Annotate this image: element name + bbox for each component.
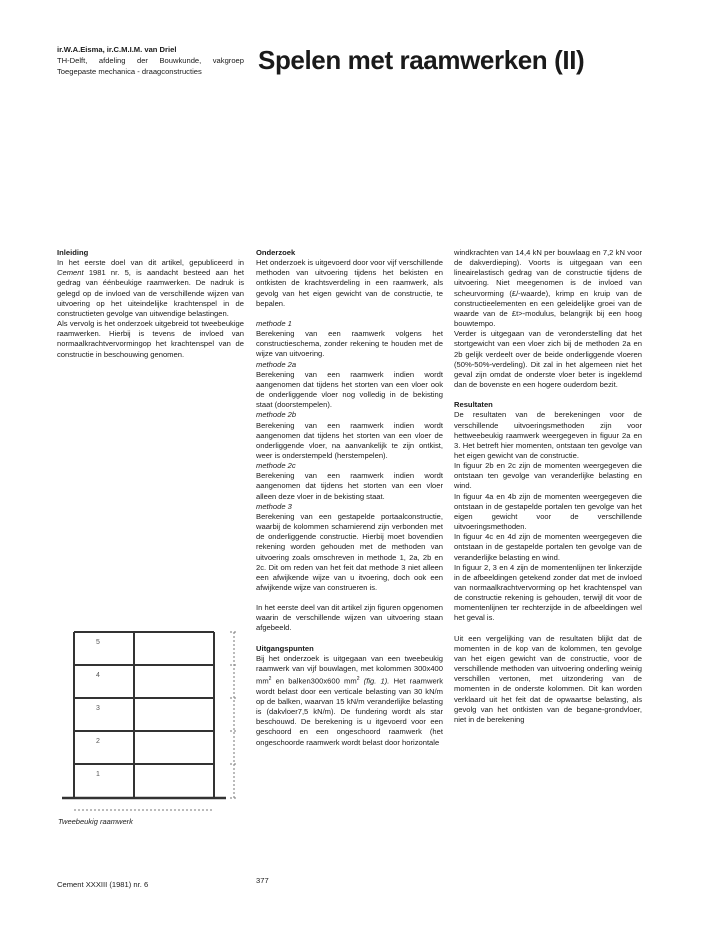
method-text: Berekening van een raamwerk indien wordt aangenomen dat tijdens het storten van een vloer de onderliggende vloer, na aanvankelijk te zijn ontkist, weer is onderstempeld (herstempelen). (256, 420, 443, 460)
method-text: Berekening van een raamwerk indien wordt aangenomen dat tijdens het storten van een vloer ook de onderliggende vloer nog volledig in de bekisting staat (doorstempelen). (256, 369, 443, 410)
method-label: methode 2b (256, 410, 297, 420)
heading-onderzoek: Onderzoek (256, 248, 296, 257)
paragraph-result: In figuur 4c en 4d zijn de momenten weergegeven die ontstaan in de gestapelde portalen ten gevolge van de veranderlijke belasting en wind. (454, 532, 642, 562)
heading-uitgangspunten: Uitgangspunten (256, 643, 314, 653)
paragraph-result: In figuur 2, 3 en 4 zijn de momentenlijnen ter linkerzijde in de afbeeldingen getekend zonder dat met de invloed van normaalkrachtvervorming op het krachtenspel van de constructie rekening is gehouden, terwijl dit voor de momentenlijnen ter rechterzijde in de afbeeldingen wel het geval is. (454, 562, 642, 623)
superscript: 2 (268, 676, 272, 683)
floor-labels (96, 639, 100, 778)
journal-name: Cement (57, 268, 84, 278)
floor-label: 3 (96, 705, 100, 712)
text-run: en balken300x600 mm (271, 676, 357, 686)
heading-resultaten: Resultaten (454, 400, 493, 410)
paragraph-vervolg: Als vervolg is het onderzoek uitgebreid tot tweebeukige raamwerken. Hierbij is tevens de invloed van normaalkrachtvervormingop het krachtenspel van de constructie in beschouwing genomen. (57, 319, 244, 359)
method-label: methode 2c (256, 461, 296, 471)
paragraph-intro (57, 258, 244, 319)
figure-caption: Tweebeukig raamwerk (58, 817, 133, 826)
paragraph-figuren: In het eerste deel van dit artikel zijn figuren opgenomen waarin de verschillende wijzen van uitvoering staan afgebeeld. (256, 603, 443, 633)
paragraph-result: Uit een vergelijking van de resultaten blijkt dat de momenten in de kop van de kolommen, ten gevolge van het eigen gewicht van de constructie, voor de verschillende methoden van uitvoering onderling weinig verschillen vertonen, met uitzondering van de momenten in de onderste kolommen. Dit kan worden verklaard uit het feit dat de opwaartse belasting, als gevolg van het ontkisten van de begane-grondvloer, niet in de berekening (454, 633, 642, 724)
frame-lines (62, 632, 226, 798)
paragraph-result: De resultaten van de berekeningen voor de verschillende uitvoeringsmethoden zijn voor hettweebeukig raamwerk weergegeven in figuur 2a en 3. Het betreft hier momenten, ontstaan ten gevolge van het eigen gewicht van de constructie. (454, 410, 642, 460)
method-label: methode 1 (256, 318, 292, 328)
article-title: Spelen met raamwerken (II) (258, 45, 585, 75)
superscript: 2 (356, 676, 360, 683)
text-run: Bij het onderzoek is uitgegaan van een tweebeukig raamwerk van vijf bouwlagen, met kolommen 300x400 mm (256, 653, 443, 686)
page-number: 377 (256, 876, 269, 885)
heading-inleiding: Inleiding (57, 248, 89, 257)
affiliation: TH-Delft, afdeling der Bouwkunde, vakgroep Toegepaste mechanica - draagconstructies (57, 56, 244, 76)
authors: ir.W.A.Eisma, ir.C.M.I.M. van Driel (57, 45, 177, 54)
method-label: methode 2a (256, 359, 297, 369)
footer-journal: Cement XXXIII (1981) nr. 6 (57, 880, 149, 889)
author-block (57, 44, 244, 77)
figure-reference: (fig. 1). (359, 676, 390, 686)
floor-label: 1 (96, 771, 100, 778)
paragraph-result: In figuur 4a en 4b zijn de momenten weergegeven die ontstaan in de gestapelde portalen ten gevolge van het eigen gewicht voor de verschillende uitvoeringsmethoden. (454, 491, 642, 532)
paragraph-wind: windkrachten van 14,4 kN per bouwlaag en 7,2 kN voor de dakverdieping). Voorts is uitgegaan van een lineairelastisch gedrag van de constructie tijdens de uitvoering. Niet meegenomen is de invloed van scheurvorming (£/-waarde), krimp en kruip van de constructieelementen en een geleidelijke groei van de waarde van de £t>-modulus, belangrijk bij een hoog bouwtempo. (454, 248, 642, 329)
method-label: methode 3 (256, 501, 292, 511)
method-text: Berekening van een raamwerk indien wordt aangenomen dat tijdens het storten van een vloer alleen deze vloer in de bekisting staat. (256, 471, 443, 501)
column-1 (57, 248, 244, 360)
text-run: In het eerste doel van dit artikel, gepubliceerd in (57, 258, 244, 268)
paragraph-uitgangspunten (256, 654, 443, 748)
method-text: Berekening van een gestapelde portaalconstructie, waarbij de kolommen scharnierend zijn verbonden met de onderliggende constructie. Hierbij moet bovendien rekening worden gehouden met de methoden van uitvoering zoals omschreven in methode 1, 2a, 2b en 2c. Dit om reden van het feit dat methode 3 niet alleen een afwijkende wijze van u itvoering, doch ook een afwijkende wijze van construeren is. (256, 511, 443, 592)
frame-figure (52, 598, 248, 830)
column-3 (454, 248, 642, 725)
column-2 (256, 248, 443, 748)
text-run: 1981 nr. 5, is aandacht besteed aan het gedrag van éénbeukige raamwerken. De nadruk is gelegd op de invloed van de verschillende wijzen van uitvoering op het uiteindelijke krachtenspel in de constructieten gevolge van uitwendige belastingen. (57, 268, 244, 318)
paragraph-verder: Verder is uitgegaan van de veronderstelling dat het stortgewicht van een vloer zich bij de methoden 2a en 2b gelijk verdeelt over de beide onderliggende vloeren (50%-50%-verdeling). Dit zal in het algemeen niet het geval zijn omdat de onderste vloer beter is ingeklemd dan de bovenste en een hogere ouderdom bezit. (454, 329, 642, 390)
method-text: Berekening van een raamwerk volgens het constructieschema, zonder rekening te houden met de wijze van uitvoering. (256, 329, 443, 359)
text-run: Het raamwerk wordt belast door een verticale belasting van 30 kN/m op de balken, waarvan 15 kN/m veranderlijke belasting is (dakvloer7,5 kN/m). De fundering wordt als star beschouwd. De berekening is u itgevoerd voor een geschoord en een ongeschoord raamwerk (het ongeschoorde raamwerk wordt belast door horizontale (256, 676, 443, 747)
paragraph-result: In figuur 2b en 2c zijn de momenten weergegeven die ontstaan ten gevolge van veranderlijke belasting en wind. (454, 461, 642, 491)
paragraph-onderzoek: Het onderzoek is uitgevoerd door voor vijf verschillende methoden van uitvoering tijdens het bekisten en ontkisten de krachtsverdeling in een raamwerk, als gevolg van het eigen gewicht van de constructie, te bepalen. (256, 258, 443, 308)
floor-label: 5 (96, 639, 100, 646)
floor-label: 4 (96, 672, 100, 679)
floor-label: 2 (96, 738, 100, 745)
